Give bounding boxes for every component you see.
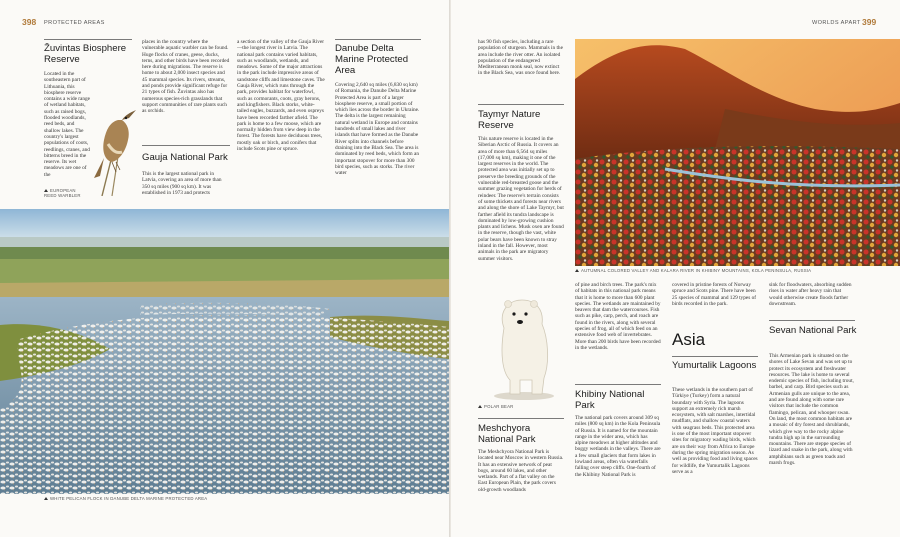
left-page-number: 398 bbox=[22, 17, 37, 27]
khibiny-valley-photo bbox=[575, 39, 900, 266]
danube-text: Covering 2,640 sq miles (6,830 sq km) of Romania, the Danube Delta Marine Protected Area is part of a larger biosphere reserve, a small portion of which lies across the border in Ukraine. The delta is the largest remaining natural wetland in Europe and contains hundreds of small lakes and river islands that have formed as the Danube River splits into channels before draining into the Black Sea. The area is dominated by reed beds, which form an important stopover for more than 300 bird species, such as storks. The river water bbox=[335, 82, 420, 177]
yumurtalik-text-continued: sink for floodwaters, absorbing sudden rises in water after heavy rain that would otherwise create floods farther downstream. bbox=[769, 282, 852, 307]
left-running-head: PROTECTED AREAS bbox=[44, 20, 105, 26]
yumurtalik-text: These wetlands in the southern part of Türkiye (Turkey) form a natural boundary with Syria. The lagoons support an extremely rich marsh ecosystem, with salt marshes, intertidal mudflats, and shallow coastal waters with seagrass beds. This protected area is one of the most important stopover sites for migratory wading birds, which are on their way from Africa to Europe during the spring migration season. As well as providing food and living spaces for wildlife, the Yumurtalik Lagoons serve as a bbox=[672, 387, 758, 475]
section-rule bbox=[142, 145, 230, 146]
zuvintas-text-col1: Located in the southeastern part of Lithuania, this biosphere reserve contains a wide range of wetland habitats, such as raised bogs, flooded woodlands, reed beds, and shallow lakes. The country's largest populations of coots, reedlings, cranes, and bitterns breed in the reserve. Its wet meadows are one of the bbox=[44, 71, 91, 178]
danube-heading: Danube Delta Marine Protected Area bbox=[335, 43, 409, 76]
khibiny-heading: Khibiny National Park bbox=[575, 389, 645, 411]
meshchyora-heading: Meshchyora National Park bbox=[478, 423, 536, 445]
section-rule bbox=[44, 39, 132, 40]
zuvintas-text-col2: places in the country where the vulnerable aquatic warbler can be found. Huge flocks of cranes, geese, ducks, terns, and other birds have been recorded here during migrations. The reserve is home to about 2,000 insect species and 45 mammal species. Its rivers, streams, and ponds provide significant refuge for 21 types of fish. Žuvintas also has numerous species-rich grasslands that support communities of rare plants such as orchids. bbox=[142, 39, 230, 115]
gauja-heading: Gauja National Park bbox=[142, 152, 228, 163]
sevan-text: This Armenian park is situated on the shores of Lake Sevan and was set up to protect its ecosystem and freshwater resources. The lake is home to several endemic species of fish, including trout, barbel, and carp. Bird species such as Armenian gulls are unique to the area, and are found along with some rare visitors that include the common flamingo, pelican, and whooper swan. On land, the most common habitats are a mosaic of dry forest and shrublands, which give way to the rocky alpine tundra high up in the surrounding mountains. There are steppe species of lizard and snake in the park, along with amphibians such as green toads and marsh frogs. bbox=[769, 353, 854, 467]
reed-warbler-illustration bbox=[82, 100, 138, 196]
zuvintas-heading: Žuvintas Biosphere Reserve bbox=[44, 43, 127, 65]
polar-bear-illustration bbox=[478, 292, 568, 404]
meshchyora-text: The Meshchyora National Park is located near Moscow in western Russia. It has an extensive network of peat bogs, around 60 lakes, and other wetlands. Part of a flat valley on the East European Plain, the park covers old-growth woodlands bbox=[478, 449, 564, 493]
meshchyora-text-continued: of pine and birch trees. The park's mix of habitats in this national park means that it is home to more than 600 plant species. The wetlands are maintained by beavers that dam the watercourses. Fish such as pike, carp, perch, and roach are found in the rivers, along with several species of frog, all of which feed on an extensive food web of invertebrates. More than 200 birds have been recorded in the wetlands. bbox=[575, 282, 661, 351]
caption-pointer-icon bbox=[478, 405, 482, 408]
taymyr-heading: Taymyr Nature Reserve bbox=[478, 109, 541, 131]
section-rule bbox=[335, 39, 421, 40]
right-running-head: WORLDS APART bbox=[812, 20, 861, 26]
yumurtalik-heading: Yumurtalik Lagoons bbox=[672, 360, 757, 371]
valley-caption: AUTUMNAL COLORED VALLEY AND KALARA RIVER IN KHIBINY MOUNTAINS, KOLA PENINSULA, RUSSIA bbox=[575, 268, 895, 273]
section-rule bbox=[672, 356, 758, 357]
danube-text-continued: has 90 fish species, including a rare population of sturgeon. Mammals in the area include the river otter. An isolated population of the endangered Mediterranean monk seal, now extinct in the Black Sea, was once found here. bbox=[478, 39, 563, 77]
pelican-caption: WHITE PELICAN FLOCK IN DANUBE DELTA MARINE PROTECTED AREA bbox=[44, 496, 344, 501]
right-page-number: 399 bbox=[862, 17, 877, 27]
warbler-caption: EUROPEAN REED WARBLER bbox=[44, 188, 81, 198]
taymyr-text: This nature reserve is located in the Siberian Arctic of Russia. It covers an area of more than 6,564 sq miles (17,000 sq km), making it one of the largest reserves in the world. The protected area was initially set up to preserve the breeding grounds of the vulnerable red-breasted goose and the summer grazing vegetation for herds of reindeer. The reserve's terrain consists of some thickets and forests near rivers and along the shore of Lake Taymyr, but farther afield its tundra landscape is dominated by low-growing cushion plants and lichens. Musk oxen are found in the reserve, though the vast, white polar bears have been known to stray inland in the fall. However, most animals in the park are migratory summer visitors. bbox=[478, 136, 564, 262]
page-gutter bbox=[449, 0, 451, 537]
caption-pointer-icon bbox=[44, 497, 48, 500]
section-rule bbox=[478, 418, 564, 419]
caption-pointer-icon bbox=[575, 269, 579, 272]
khibiny-text: The national park covers around 309 sq miles (800 sq km) in the Kola Peninsula of Russia. It is named for the mountain range in the wider area, which has alpine meadows at higher altitudes and boggy wetlands in the valleys. There are a few small glaciers that form lakes in lowland areas, often via waterfalls falling over steep cliffs. One-fourth of the Khibiny National Park is bbox=[575, 415, 661, 478]
asia-heading: Asia bbox=[672, 330, 706, 349]
section-rule bbox=[478, 104, 564, 105]
section-rule bbox=[769, 320, 855, 321]
pelican-flock-photo bbox=[0, 209, 449, 494]
bear-caption: POLAR BEAR bbox=[478, 404, 538, 409]
sevan-heading: Sevan National Park bbox=[769, 325, 857, 336]
section-rule bbox=[575, 384, 661, 385]
khibiny-text-continued: covered in pristine forests of Norway spruce and Scots pine. There have been 25 species of mammal and 129 types of birds recorded in the park. bbox=[672, 282, 756, 307]
caption-pointer-icon bbox=[44, 189, 48, 192]
gauja-text-col3: a section of the valley of the Gauja River—the longest river in Latvia. The national park contains varied habitats, such as woodlands, wetlands, and meadows. Some of the major attractions in the park include impressive areas of sandstone cliffs and limestone caves. The Gauja River, which runs through the park, provides habitat for waterfowl, such as cormorants, coots, gray herons, and kingfishers. Black storks, white-tailed eagles, buzzards, and even ospreys have been recorded farther afield. The park is home to a few moose, which are normally hidden from view deep in the forest. The forests have deciduous trees, mostly oak or birch, and conifers that include Scots pine or spruce. bbox=[237, 39, 325, 153]
gauja-text-col2: This is the largest national park in Latvia, covering an area of more than 350 sq miles (900 sq km). It was established in 1973 and protects bbox=[142, 171, 222, 196]
